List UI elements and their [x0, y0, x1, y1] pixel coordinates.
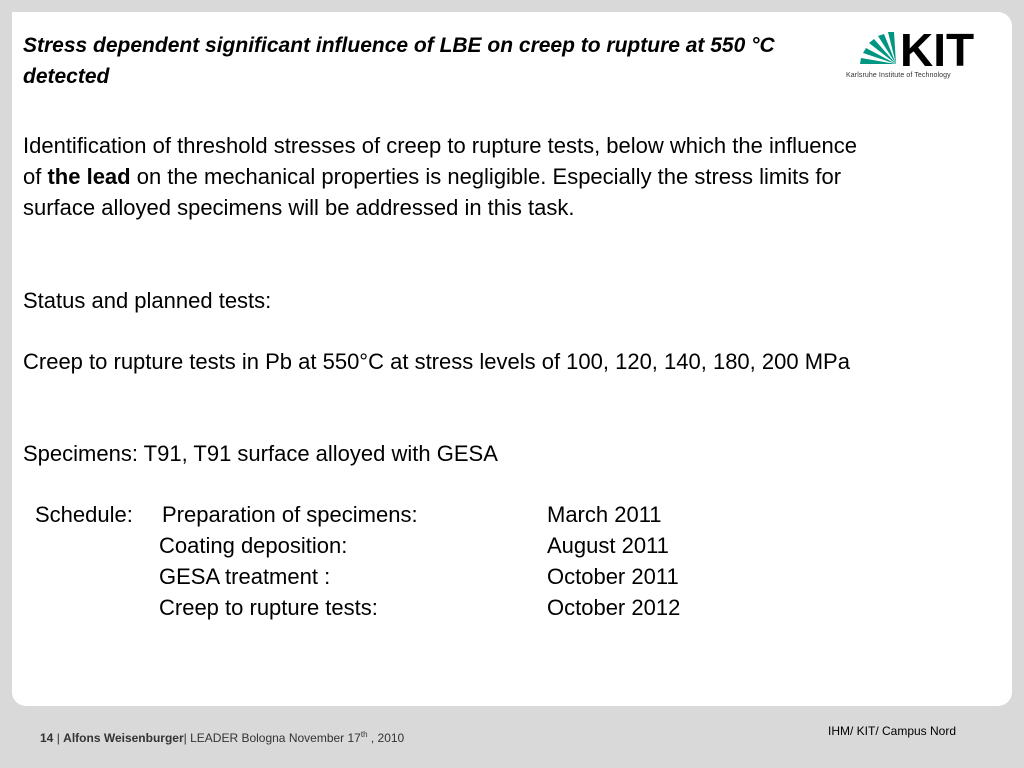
event-text: | LEADER Bologna November 17: [183, 731, 361, 745]
author-name: Alfons Weisenburger: [63, 731, 184, 745]
kit-logo: [846, 24, 976, 86]
specimens-text: Specimens: T91, T91 surface alloyed with GESA: [23, 441, 498, 466]
intro-text-end: on the mechanical properties is negligible. Especially the stress limits for surface alloyed specimens will be addressed in this task.: [23, 164, 842, 220]
status-heading: Status and planned tests:: [23, 288, 272, 313]
kit-fan-icon: [846, 24, 976, 72]
schedule-date: August 2011: [547, 533, 669, 558]
schedule-task: GESA treatment :: [159, 564, 331, 589]
organization-label: IHM/ KIT/ Campus Nord: [828, 724, 957, 738]
page-number: 14: [40, 731, 54, 745]
schedule-task: Preparation of specimens:: [162, 502, 418, 527]
intro-paragraph: [23, 130, 863, 223]
schedule-date: October 2012: [547, 595, 681, 620]
event-superscript: th: [360, 730, 368, 739]
footer-info: [40, 730, 404, 745]
schedule-label: Schedule:: [35, 502, 133, 527]
kit-wordmark: KIT: [900, 24, 975, 72]
slide-title: Stress dependent significant influence of LBE on creep to rupture at 550 °C detected: [23, 34, 775, 88]
creep-tests-text: Creep to rupture tests in Pb at 550°C at stress levels of 100, 120, 140, 180, 200 MPa: [23, 349, 850, 374]
intro-text-start: Identification of threshold stresses of creep to rupture tests, below which the influence of: [23, 133, 858, 189]
kit-logo-subtitle: Karlsruhe Institute of Technology: [846, 72, 951, 79]
schedule-task: Coating deposition:: [159, 533, 348, 558]
schedule-date: March 2011: [547, 502, 662, 527]
schedule-task: Creep to rupture tests:: [159, 595, 378, 620]
event-year: , 2010: [367, 731, 405, 745]
schedule-date: October 2011: [547, 564, 679, 589]
footer-separator: |: [56, 731, 60, 745]
intro-text-bold: the lead: [47, 164, 131, 189]
